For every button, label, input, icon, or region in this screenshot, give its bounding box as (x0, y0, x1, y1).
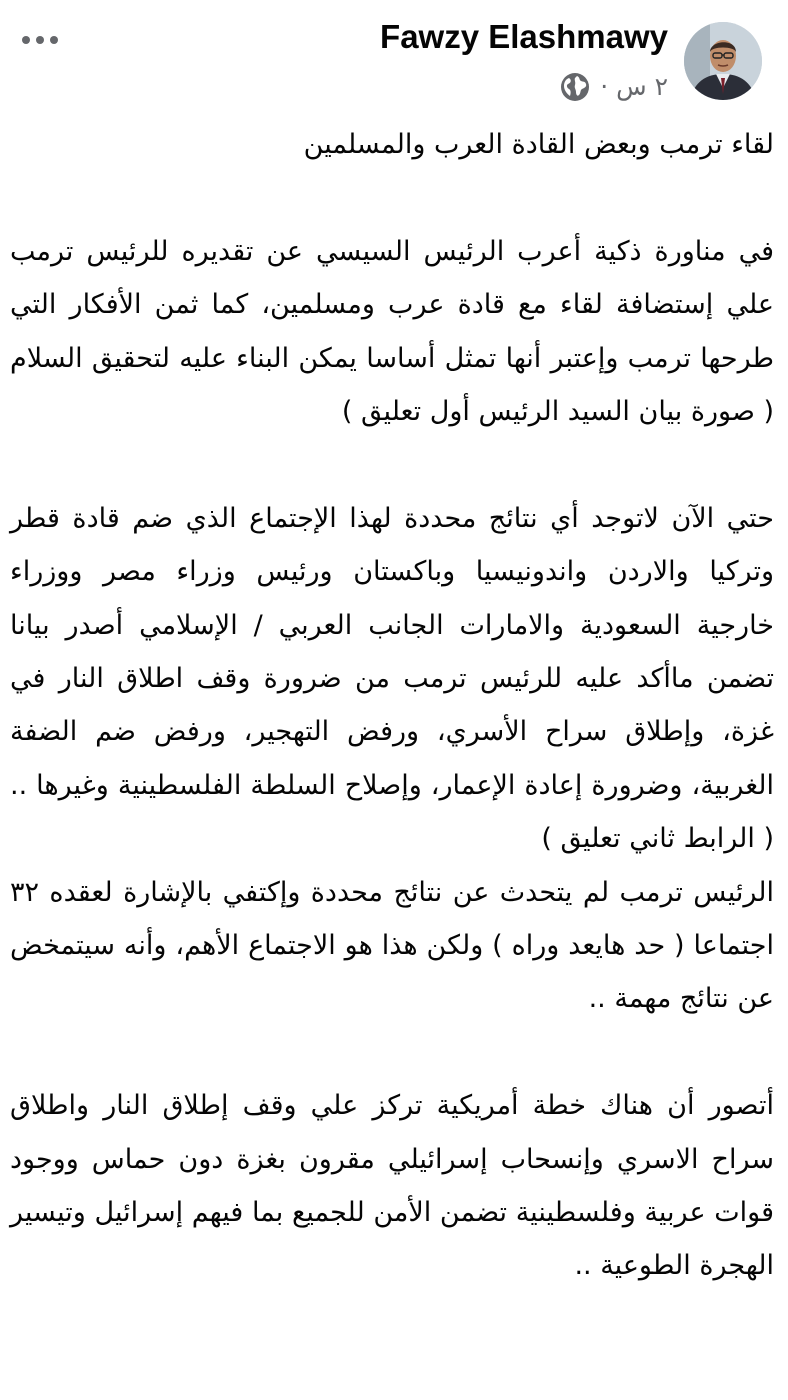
more-options-dot (50, 36, 58, 44)
post-header (0, 0, 788, 118)
author-avatar[interactable] (684, 22, 762, 100)
post-body (10, 118, 774, 1293)
more-options-button[interactable] (18, 26, 62, 54)
blank-line (10, 1026, 774, 1079)
blank-line (10, 171, 774, 224)
avatar-photo (684, 22, 762, 100)
post-paragraph: أتصور أن هناك خطة أمريكية تركز علي وقف إطلاق النار واطلاق سراح الاسري وإنسحاب إسرائيلي مقرون بغزة دون حماس ووجود قوات عربية وفلسطينية تضمن الأمن للجميع بما فيهم إسرائيل وتيسير الهجرة الطوعية .. (10, 1090, 774, 1282)
post-paragraph: في مناورة ذكية أعرب الرئيس السيسي عن تقديره للرئيس ترمب علي إستضافة لقاء مع قادة عرب ومسلمين، كما ثمن الأفكار التي طرحها ترمب وإعتبر أنها تمثل أساسا يمكن البناء عليه لتحقيق السلام ( صورة بيان السيد الرئيس أول تعليق ) (10, 235, 774, 428)
post-meta (560, 70, 668, 104)
post-paragraph: حتي الآن لاتوجد أي نتائج محددة لهذا الإجتماع الذي ضم قادة قطر وتركيا والاردن واندونيسيا وباكستان ورئيس وزراء مصر ووزراء خارجية السعودية والامارات الجانب العربي / الإسلامي أصدر بيانا تضمن ماأكد عليه للرئيس ترمب من ضرورة وقف اطلاق النار في غزة، وإطلاق سراح الأسري، ورفض التهجير، ورفض ضم الضفة الغربية، وضرورة إعادة الإعمار، وإصلاح السلطة الفلسطينية وغيرها .. ( الرابط ثاني تعليق ) (10, 502, 774, 855)
post-title: لقاء ترمب وبعض القادة العرب والمسلمين (303, 129, 774, 160)
blank-line (10, 438, 774, 491)
post-timestamp[interactable]: ٢ س · (600, 72, 668, 101)
author-name[interactable]: Fawzy Elashmawy (380, 18, 668, 55)
post-paragraph: الرئيس ترمب لم يتحدث عن نتائج محددة وإكتفي بالإشارة لعقده ٣٢ اجتماعا ( حد هايعد وراه ) ولكن هذا هو الاجتماع الأهم، وأنه سيتمخض عن نتائج مهمة .. (10, 876, 774, 1015)
more-options-icon (22, 36, 30, 44)
more-options-dot (36, 36, 44, 44)
globe-icon (560, 72, 590, 102)
